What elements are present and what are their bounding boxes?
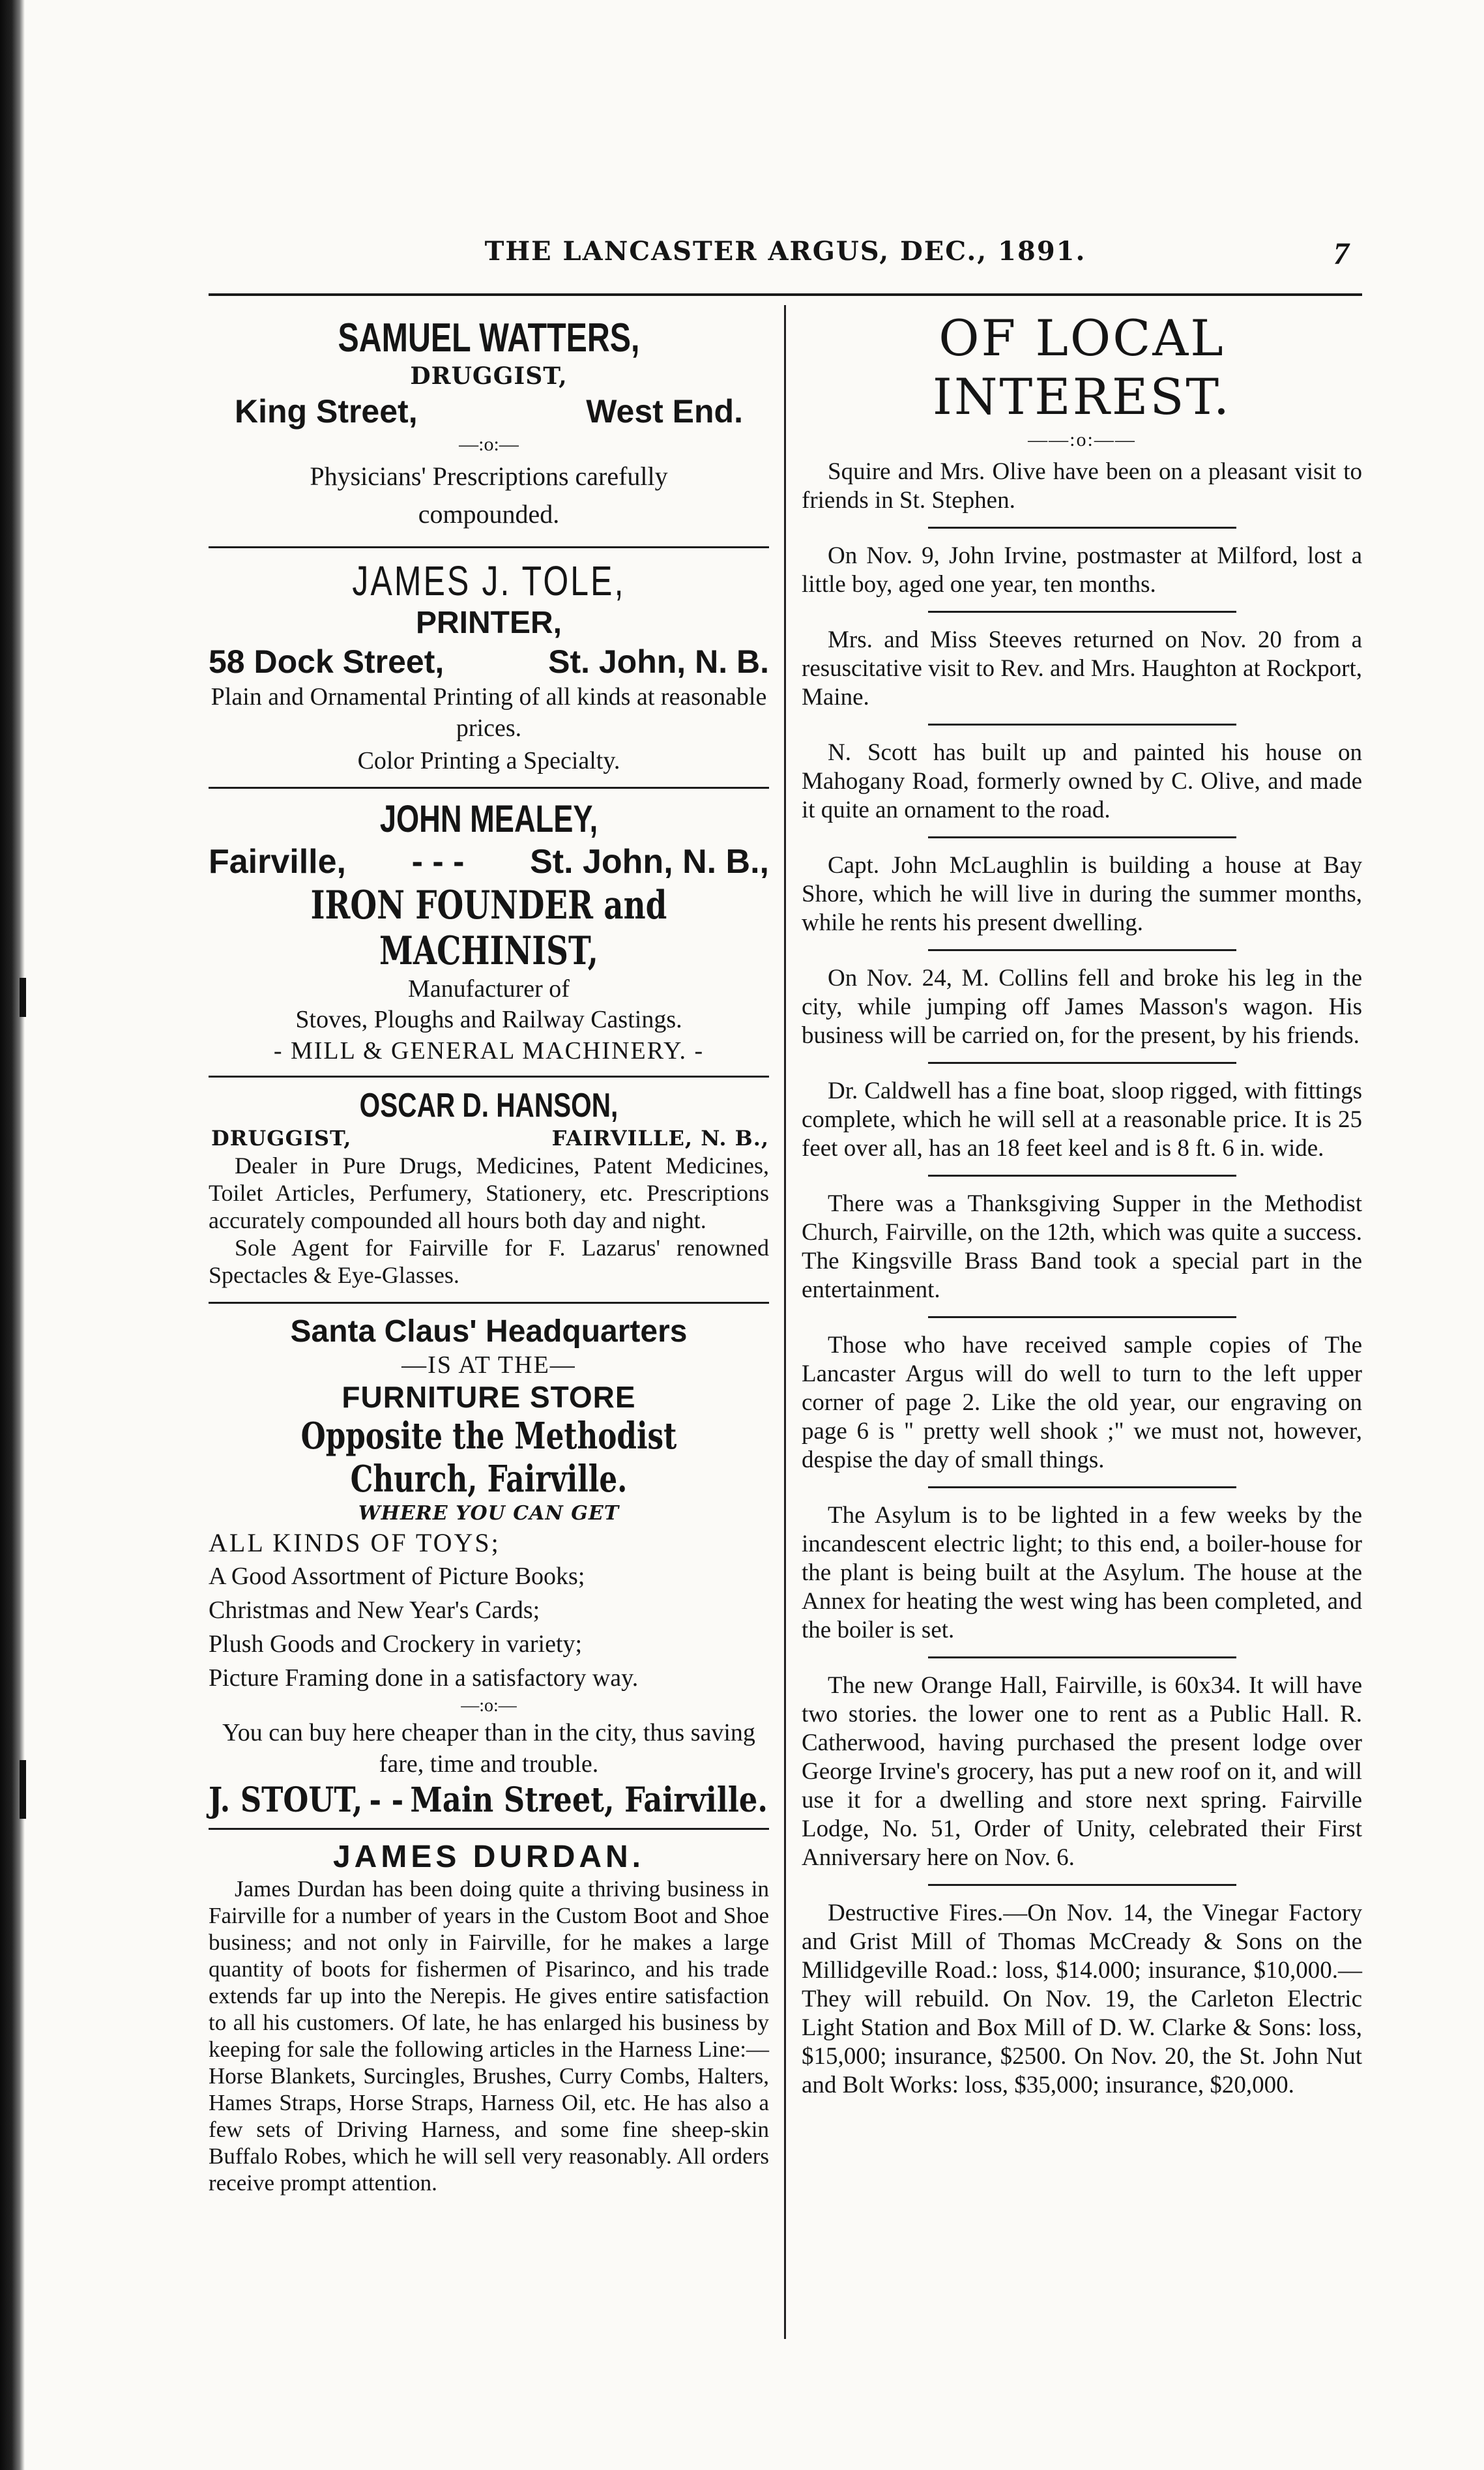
ad-tole [209, 557, 769, 778]
item-rule [928, 1316, 1236, 1318]
news-text: Squire and Mrs. Olive have been on a pleasant visit to friends in St. Stephen. [802, 458, 1362, 514]
item-rule [928, 949, 1236, 951]
ad-rule [209, 1076, 769, 1078]
news-text: The Asylum is to be lighted in a few weeks by the incandescent electric light; to this end, a boiler-house for the plant is being built at the Asylum. The house at the Annex for heating the west wing has been completed, and the boiler is set. [802, 1502, 1362, 1643]
ad-place: Fairville, [209, 843, 346, 881]
news-item [802, 851, 1362, 937]
ad-text: Plain and Ornamental Printing of all kinds at reasonable prices. [211, 683, 767, 742]
news-item [802, 1671, 1362, 1872]
ad-item: A Good Assortment of Picture Books; [209, 1563, 585, 1590]
ad-text: —IS AT THE— [401, 1351, 576, 1379]
ad-signature: J. STOUT, [209, 1780, 363, 1820]
news-item [802, 964, 1362, 1050]
item-rule [928, 1656, 1236, 1658]
news-text: On Nov. 9, John Irvine, postmaster at Milford, lost a little boy, aged one year, ten months. [802, 542, 1362, 598]
ad-rule [209, 1828, 769, 1830]
ad-role: DRUGGIST, [410, 362, 568, 390]
item-rule [928, 1486, 1236, 1488]
ad-mealey [209, 798, 769, 1066]
news-text: Those who have received sample copies of The Lancaster Argus will do well to turn to the left upper corner of page 2. Like the old year, our engraving on page 6 is " pretty well shook ;" we must not, however, despise the day of small things. [802, 1332, 1362, 1473]
ad-name: SAMUEL WATTERS, [338, 316, 640, 360]
page-header [209, 236, 1362, 282]
item-rule [928, 836, 1236, 838]
ad-item: Christmas and New Year's Cards; [209, 1596, 540, 1624]
ad-street: King Street, [235, 393, 418, 430]
item-rule [928, 1175, 1236, 1177]
news-text: N. Scott has built up and painted his house on Mahogany Road, formerly owned by C. Olive, and made it quite an ornament to the road. [802, 739, 1362, 823]
header-rule [209, 293, 1362, 296]
ad-role: PRINTER, [415, 606, 562, 640]
section-heading: OF LOCAL INTEREST. [932, 309, 1232, 426]
news-item [802, 1899, 1362, 2100]
ad-item: Plush Goods and Crockery in variety; [209, 1630, 583, 1658]
item-rule [928, 1884, 1236, 1886]
ad-city: St. John, N. B., [530, 843, 769, 881]
news-item [802, 1077, 1362, 1163]
ad-separator: —:o:— [459, 434, 519, 455]
ad-text: James Durdan has been doing quite a thriving business in Fairville for a number of years in the Custom Boot and Shoe business; and not only in Fairville, for he makes a large quantity of boots for fishermen of Pisarinco, and his trade extends far up into the Nerepis. He gives entire satisfaction to all his customers. Of late, he has enlarged his business by keeping for sale the following articles in the Harness Line:— Horse Blankets, Surcingles, Brushes, Curry Combs, Halters, Hames Straps, Horse Straps, Harness Oil, etc. He has also a few sets of Driving Harness, and some fine sheep-skin Buffalo Robes, which he will sell very reasonably. All orders receive prompt attention. [209, 1876, 769, 2196]
ad-name: OSCAR D. HANSON, [359, 1087, 618, 1125]
ad-text: Manufacturer of [408, 975, 570, 1003]
ad-durdan [209, 1839, 769, 2196]
news-item [802, 1501, 1362, 1645]
news-text: Destructive Fires.—On Nov. 14, the Vinegar Factory and Grist Mill of Thomas McCready & Sons on the Millidgeville Road.: loss, $14.000; insurance, $10,000.— They will rebuild. On Nov. 19, the Carleton Electric Light Station and Box Mill of D. W. Clarke & Sons: loss, $15,000; insurance, $2500. On Nov. 20, the St. John Nut and Bolt Works: loss, $35,000; insurance, $20,000. [802, 1900, 1362, 2098]
ad-title: Santa Claus' Headquarters [290, 1314, 688, 1349]
column-divider [784, 305, 786, 2339]
ad-street: Main Street, Fairville. [410, 1780, 768, 1820]
ad-text: Physicians' Prescriptions carefully compounded. [310, 462, 668, 529]
ad-opposite: Opposite the Methodist Church, Fairville. [300, 1415, 677, 1501]
ad-area: West End. [586, 393, 743, 430]
news-item [802, 542, 1362, 599]
ad-store: FURNITURE STORE [342, 1380, 636, 1414]
ad-text: Sole Agent for Fairville for F. Lazarus' renowned Spectacles & Eye-Glasses. [209, 1235, 769, 1288]
news-text: There was a Thanksgiving Supper in the Methodist Church, Fairville, on the 12th, which was quite a success. The Kingsville Brass Band took a special part in the entertainment. [802, 1190, 1362, 1303]
ad-dashes: - - [369, 1780, 404, 1820]
ad-trade: IRON FOUNDER and MACHINIST, [310, 883, 667, 974]
ad-dashes: - - - [411, 843, 465, 881]
ad-street: 58 Dock Street, [209, 643, 444, 680]
news-item [802, 739, 1362, 825]
ad-santa-claus [209, 1313, 769, 1821]
ad-place: FAIRVILLE, N. B., [551, 1126, 769, 1151]
binding-mark [20, 1760, 26, 1819]
news-text: Mrs. and Miss Steeves returned on Nov. 20 from a resuscitative visit to Rev. and Mrs. Haughton at Rockport, Maine. [802, 626, 1362, 711]
page-number: 7 [1333, 237, 1349, 271]
ad-rule [209, 787, 769, 789]
ad-text: - MILL & GENERAL MACHINERY. - [273, 1037, 705, 1065]
advertisements-column [209, 306, 769, 2196]
ad-rule [209, 546, 769, 548]
news-text: The new Orange Hall, Fairville, is 60x34. It will have two stories. the lower one to rent as a Public Hall. R. Catherwood, having purchased the present lodge over George Irvine's grocery, has put a new roof on it, and will use it for a dwelling and store next spring. Fairville Lodge, No. 51, Order of Unity, celebrated their First Anniversary here on Nov. 6. [802, 1672, 1362, 1871]
ad-name: JAMES DURDAN. [332, 1840, 645, 1874]
ad-text: You can buy here cheaper than in the city, thus saving fare, time and trouble. [222, 1719, 755, 1778]
news-item [802, 1331, 1362, 1475]
local-interest-column [802, 306, 1362, 2100]
item-rule [928, 527, 1236, 529]
item-rule [928, 1062, 1236, 1064]
news-text: Capt. John McLaughlin is building a house at Bay Shore, which he will live in during the summer months, while he rents his present dwelling. [802, 852, 1362, 936]
news-item [802, 1190, 1362, 1304]
item-rule [928, 611, 1236, 613]
ad-role: DRUGGIST, [211, 1126, 352, 1151]
ad-toys: ALL KINDS OF TOYS; [209, 1528, 501, 1557]
ad-text: Dealer in Pure Drugs, Medicines, Patent Medicines, Toilet Articles, Perfumery, Stationery, etc. Prescriptions accurately compounded all hours both day and night. [209, 1153, 769, 1233]
item-rule [928, 724, 1236, 726]
section-separator: ——:o:—— [1028, 429, 1136, 450]
binding-mark [20, 978, 26, 1017]
ad-name: JOHN MEALEY, [379, 798, 598, 840]
ad-where: WHERE YOU CAN GET [358, 1502, 620, 1525]
news-item [802, 626, 1362, 712]
ad-item: Picture Framing done in a satisfactory way. [209, 1664, 639, 1692]
ad-text: Stoves, Ploughs and Railway Castings. [295, 1006, 682, 1033]
page-binding-edge [0, 0, 25, 2470]
news-text: On Nov. 24, M. Collins fell and broke his leg in the city, while jumping off James Masson's wagon. His business will be carried on, for the present, by his friends. [802, 965, 1362, 1049]
ad-rule [209, 1302, 769, 1304]
ad-hanson [209, 1087, 769, 1289]
page-title: THE LANCASTER ARGUS, DEC., 1891. [484, 236, 1086, 267]
ad-text: Color Printing a Specialty. [357, 747, 620, 774]
news-text: Dr. Caldwell has a fine boat, sloop rigged, with fittings complete, which he will sell at a reasonable price. It is 25 feet over all, has an 18 feet keel and is 8 ft. 6 in. wide. [802, 1078, 1362, 1162]
ad-name: JAMES J. TOLE, [352, 557, 626, 604]
ad-city: St. John, N. B. [548, 643, 769, 680]
ad-watters [209, 306, 769, 533]
ad-separator: —:o:— [461, 1696, 517, 1716]
news-item [802, 458, 1362, 515]
